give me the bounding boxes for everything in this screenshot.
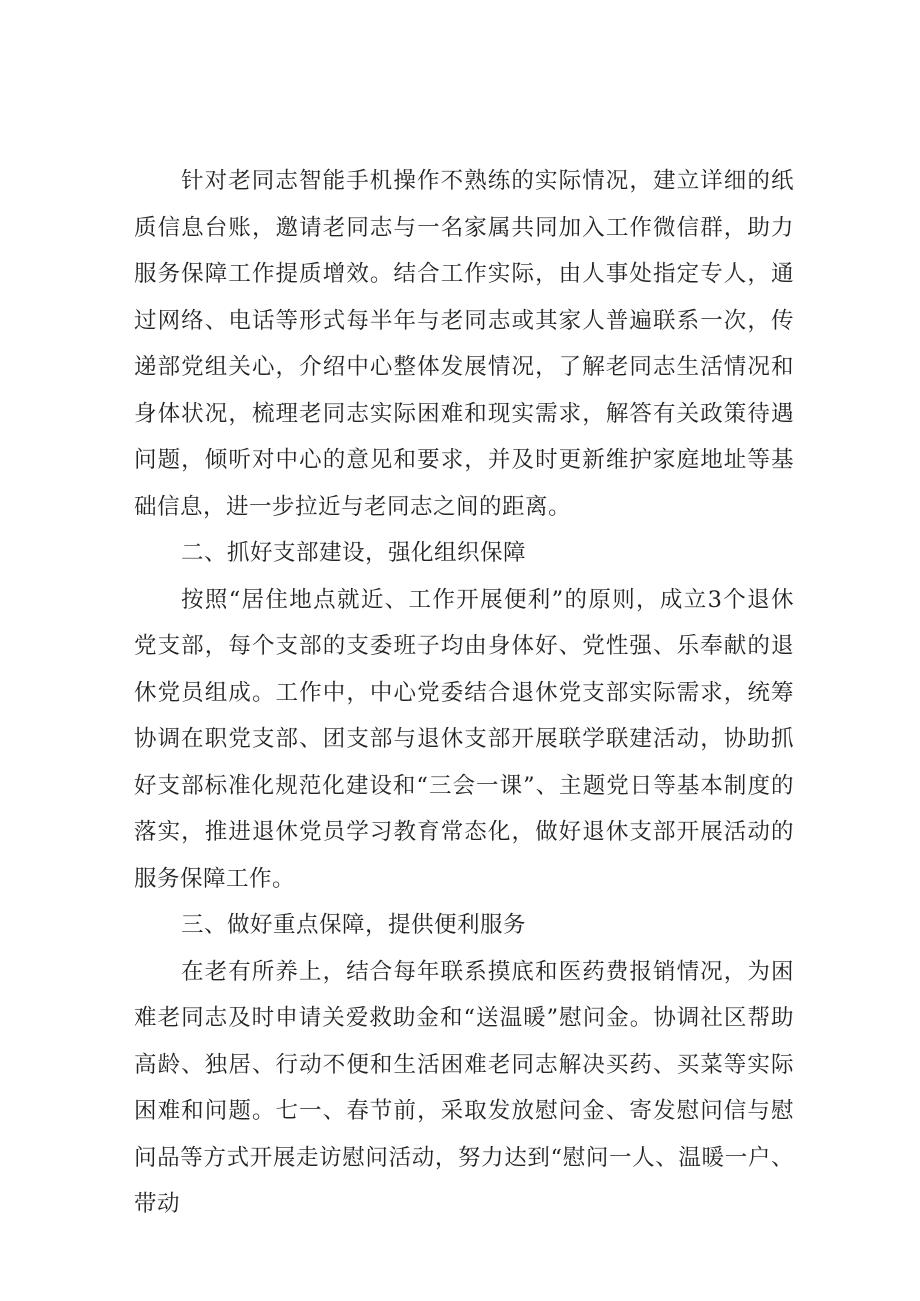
section-heading-branch-building: 二、抓好支部建设，强化组织保障 bbox=[181, 540, 527, 566]
document-page bbox=[134, 158, 794, 1228]
paragraph-retired-party-branches: 按照“居住地点就近、工作开展便利”的原则，成立3个退休党支部，每个支部的支委班子均由身体好、党性强、乐奉献的退休党员组成。工作中，中心党委结合退休党支部实际需求，统筹协调在职党支部、团支部与退休支部开展联学联建活动，协助抓好支部标准化规范化建设和“三会一课”、主题党日等基本制度的落实，推进退休党员学习教育常态化，做好退休支部开展活动的服务保障工作。 bbox=[134, 586, 794, 892]
paragraph-elderly-care: 在老有所养上，结合每年联系摸底和医药费报销情况，为困难老同志及时申请关爱救助金和“送温暖”慰问金。协调社区帮助高龄、独居、行动不便和生活困难老同志解决买药、买菜等实际困难和问题。七一、春节前，采取发放慰问金、寄发慰问信与慰问品等方式开展走访慰问活动，努力达到“慰问一人、温暖一户、带动 bbox=[134, 958, 794, 1217]
paragraph-paper-ledger: 针对老同志智能手机操作不熟练的实际情况，建立详细的纸质信息台账，邀请老同志与一名家属共同加入工作微信群，助力服务保障工作提质增效。结合工作实际，由人事处指定专人，通过网络、电话等形式每半年与老同志或其家人普遍联系一次，传递部党组关心，介绍中心整体发展情况，了解老同志生活情况和身体状况，梳理老同志实际困难和现实需求，解答有关政策待遇问题，倾听对中心的意见和要求，并及时更新维护家庭地址等基础信息，进一步拉近与老同志之间的距离。 bbox=[134, 168, 794, 520]
section-heading-key-support: 三、做好重点保障，提供便利服务 bbox=[181, 912, 527, 938]
